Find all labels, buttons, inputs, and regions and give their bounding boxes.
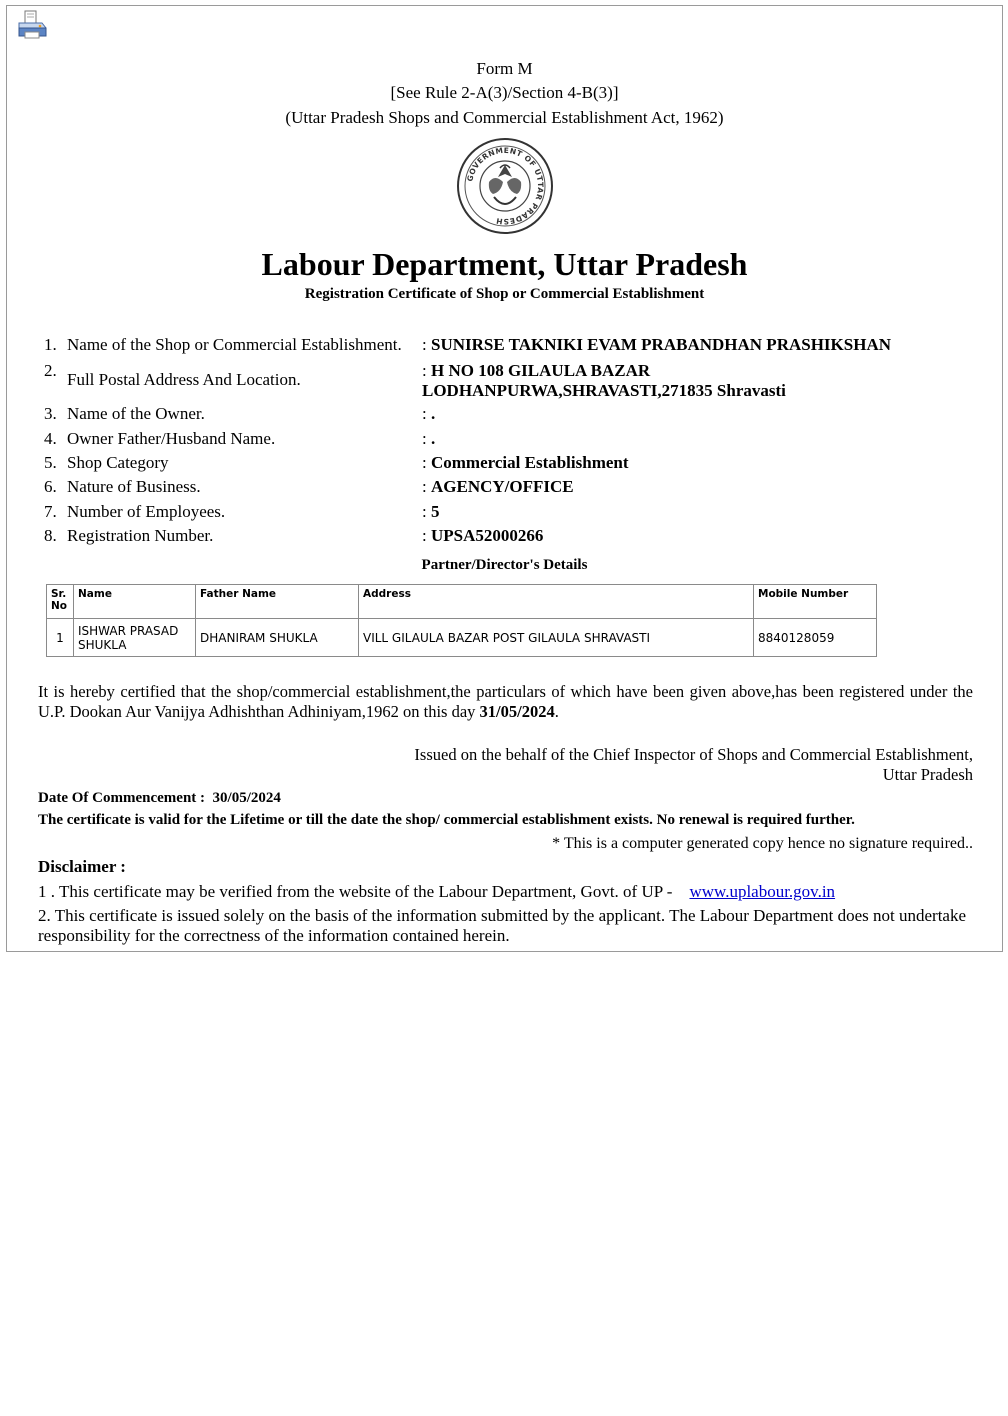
svg-text:GOVERNMENT OF UTTAR PRADESH: GOVERNMENT OF UTTAR PRADESH	[465, 145, 546, 227]
field-value: SUNIRSE TAKNIKI EVAM PRABANDHAN PRASHIKSHAN	[430, 335, 891, 354]
field-number: 2.	[44, 361, 57, 380]
certification-text: It is hereby certified that the shop/commercial establishment,the particulars of which have been given above,has been registered under the U.P. Dookan Aur Vanijya Adhishthan Adhiniyam,1962 on this day 31/05/2024.	[38, 682, 973, 721]
table-cell: 1	[47, 619, 74, 657]
field-label: Name of the Owner.	[67, 404, 205, 423]
field-separator: :	[422, 429, 427, 448]
field-value: UPSA52000266	[430, 526, 544, 545]
issued-by-line2: Uttar Pradesh	[882, 765, 973, 784]
certification-date: 31/05/2024	[479, 702, 555, 721]
commencement-value: 30/05/2024	[212, 790, 281, 806]
column-header: Address	[359, 585, 754, 619]
table-cell: 8840128059	[754, 619, 877, 657]
disclaimer-item-1: 1 . This certificate may be verified from the website of the Labour Department, Govt. of UP - www.uplabour.gov.in	[38, 882, 836, 901]
field-separator: :	[422, 335, 427, 354]
table-row	[47, 619, 877, 657]
field-number: 7.	[44, 502, 57, 521]
field-value: .	[430, 404, 436, 423]
field-value: AGENCY/OFFICE	[430, 477, 574, 496]
validity-note: The certificate is valid for the Lifetime or till the date the shop/ commercial establishment exists. No renewal is required further.	[38, 812, 855, 828]
table-header-row	[47, 585, 877, 619]
field-label: Registration Number.	[67, 526, 214, 545]
disclaimer-heading: Disclaimer :	[38, 857, 126, 876]
field-label: Owner Father/Husband Name.	[67, 429, 276, 448]
field-separator: :	[422, 361, 427, 380]
certificate-subtitle: Registration Certificate of Shop or Commercial Establishment	[304, 286, 705, 302]
field-separator: :	[422, 453, 427, 472]
field-value: .	[430, 429, 436, 448]
field-label: Nature of Business.	[67, 477, 201, 496]
printer-icon[interactable]	[16, 10, 48, 40]
field-value: Commercial Establishment	[430, 453, 629, 472]
field-label: Name of the Shop or Commercial Establishment.	[67, 335, 402, 354]
field-label: Number of Employees.	[67, 502, 226, 521]
column-header: Name	[74, 585, 196, 619]
column-header: Sr. No	[47, 585, 74, 619]
field-separator: :	[422, 404, 427, 423]
table-cell: DHANIRAM SHUKLA	[196, 619, 359, 657]
column-header: Father Name	[196, 585, 359, 619]
column-header: Mobile Number	[754, 585, 877, 619]
partners-table	[46, 584, 877, 657]
rule-reference: [See Rule 2-A(3)/Section 4-B(3)]	[390, 83, 619, 102]
field-number: 6.	[44, 477, 57, 496]
field-number: 3.	[44, 404, 57, 423]
act-name: (Uttar Pradesh Shops and Commercial Establishment Act, 1962)	[285, 108, 724, 127]
field-postal-address	[44, 361, 984, 403]
form-name: Form M	[476, 59, 533, 78]
table-cell: VILL GILAULA BAZAR POST GILAULA SHRAVASTI	[359, 619, 754, 657]
field-number: 1.	[44, 335, 57, 354]
uplabour-website-link[interactable]: www.uplabour.gov.in	[689, 882, 836, 901]
field-value: 5	[430, 502, 440, 521]
field-value-line2: LODHANPURWA,SHRAVASTI,271835 Shravasti	[422, 381, 786, 400]
field-separator: :	[422, 502, 427, 521]
up-government-seal	[456, 137, 554, 235]
field-number: 4.	[44, 429, 57, 448]
issued-by	[38, 745, 973, 785]
commencement-label: Date Of Commencement :	[38, 790, 206, 806]
field-number: 5.	[44, 453, 57, 472]
field-value-line1: H NO 108 GILAULA BAZAR	[430, 361, 651, 380]
disclaimer-item-2: 2. This certificate is issued solely on the basis of the information submitted by the applicant. The Labour Department does not undertake responsibility for the correctness of the information contained herein.	[38, 906, 967, 945]
table-cell: ISHWAR PRASAD SHUKLA	[74, 619, 196, 657]
partners-title: Partner/Director's Details	[421, 557, 588, 573]
field-label: Shop Category	[67, 453, 169, 472]
field-label: Full Postal Address And Location.	[67, 370, 301, 389]
issued-by-line1: Issued on the behalf of the Chief Inspector of Shops and Commercial Establishment,	[414, 745, 973, 764]
computer-generated-note: * This is a computer generated copy hence no signature required..	[552, 835, 973, 852]
field-number: 8.	[44, 526, 57, 545]
field-separator: :	[422, 526, 427, 545]
page-title: Labour Department, Uttar Pradesh	[261, 246, 748, 282]
commencement-date	[38, 788, 973, 808]
field-separator: :	[422, 477, 427, 496]
